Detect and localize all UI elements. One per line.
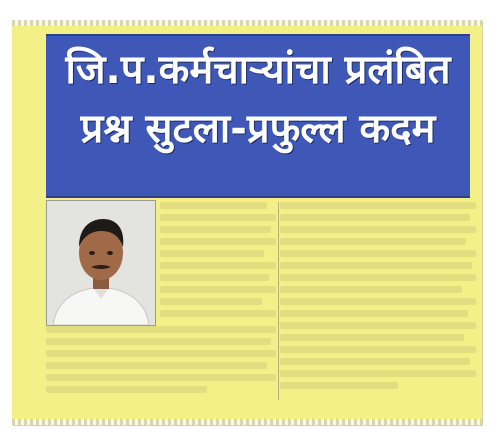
headline-line-1: जि.प.कर्मचाऱ्यांचा प्रलंबित [65, 47, 451, 93]
headline-line-2: प्रश्न सुटला-प्रफुल्ल कदम [80, 105, 436, 152]
body-text-column-1 [160, 202, 276, 322]
person-photo [46, 200, 156, 326]
body-text-column-3 [46, 326, 276, 400]
clipping-top-edge [12, 20, 482, 26]
column-divider [278, 202, 279, 400]
portrait-image [47, 201, 155, 325]
body-text-column-2 [280, 202, 476, 400]
clipping-bottom-edge [12, 419, 482, 425]
headline-banner [46, 34, 470, 198]
newspaper-clipping [12, 20, 482, 425]
